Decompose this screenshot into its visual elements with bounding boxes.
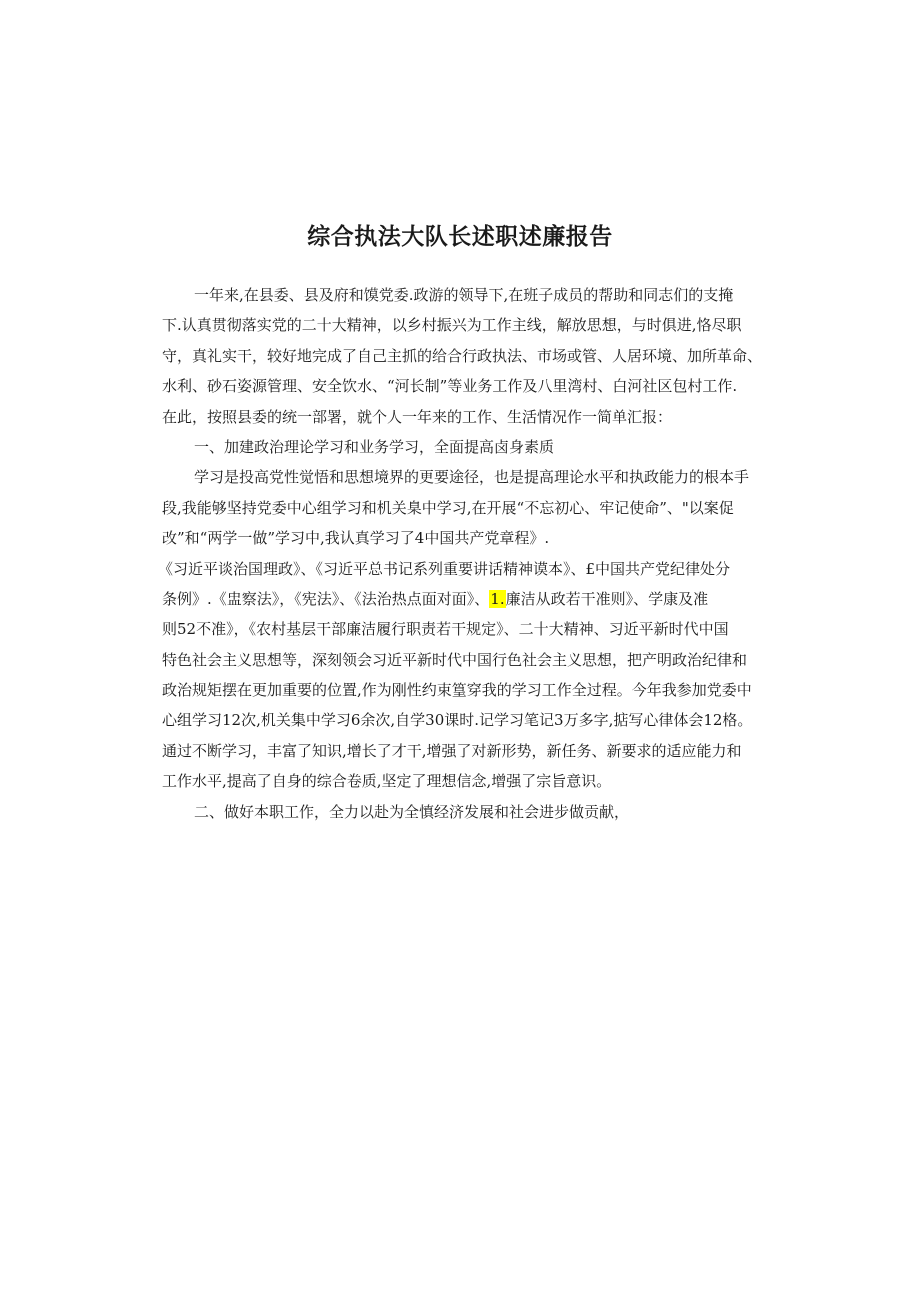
paragraph-line: 心组学习12次,机关集中学习6余次,自学30课时.记学习笔记3万多字,掂写心律体会12格。 [162,711,753,730]
paragraph-line: 政治规矩摆在更加重要的位置,作为刚性约束篁穿我的学习工作全过程。今年我参加党委中 [162,681,752,700]
document-body [158,280,780,827]
line-text-after: 廉洁从政若干准则》、学康及准 [505,589,709,608]
paragraph-line: 通过不断学习，丰富了知识,增长了才干,增强了对新形势，新任务、新要求的适应能力和 [162,741,742,760]
document-title: 综合执法大队长述职述廉报告 [307,224,613,250]
paragraph-line: 改”和“两学一做”学习中,我认真学习了4中国共产党章程》. [162,529,550,548]
paragraph-line-highlighted [162,584,780,614]
paragraph-line: 学习是投高党性觉悟和思想境界的更要途径，也是提高理论水平和执政能力的根本手 [194,468,750,487]
paragraph-line: 工作水平,提高了自身的综合卷质,坚定了理想信念,增强了宗旨意识。 [162,772,612,791]
paragraph-line: 守，真礼实干，较好地完成了自己主抓的给合行政执法、市场或管、人居环境、加所革命、 [162,346,763,365]
paragraph-line: 《习近平谈治国理政》、《习近平总书记系列重要讲话精神谟本》、£中国共产党纪律处分 [158,559,731,578]
section-heading: 一、加建政治理论学习和业务学习，全面提高卤身素质 [194,437,555,456]
paragraph-line: 在此，按照县委的统一部署，就个人一年来的工作、生活情况作一简单汇报： [162,407,673,426]
section-heading: 二、做好本职工作，全力以赴为全慎经济发展和社会进步做贡献， [194,802,630,821]
paragraph-line: 则52不准》，《农村基层干部廉洁履行职责若干规定》、二十大精神、习近平新时代中国 [162,620,729,639]
paragraph-line: 水利、砂石姿源管理、安全饮水、“河长制”等业务工作及八里湾村、白河社区包村工作. [162,377,738,396]
line-text-before: 条例》.《盅察法》，《宪法》、《法治热点面对面》、 [162,589,490,608]
paragraph-line: 一年来,在县委、县及府和馍党委.政游的领导下,在班子成员的帮助和同志们的支掩 [194,286,734,304]
paragraph-line: 下.认真贯彻落实党的二十大精神，以乡村振兴为工作主线，解放思想，与时俱进,恪尽职 [162,316,742,335]
highlighted-text: 1. [490,589,505,608]
paragraph-line: 特色社会主义思想等，深刻领会习近平新时代中国行色社会主义思想，把产明政治纪律和 [162,650,748,669]
paragraph-line: 段,我能够坚持党委中心组学习和机关臬中学习,在开展“不忘初心、牢记使命”、"以案促 [162,498,734,517]
